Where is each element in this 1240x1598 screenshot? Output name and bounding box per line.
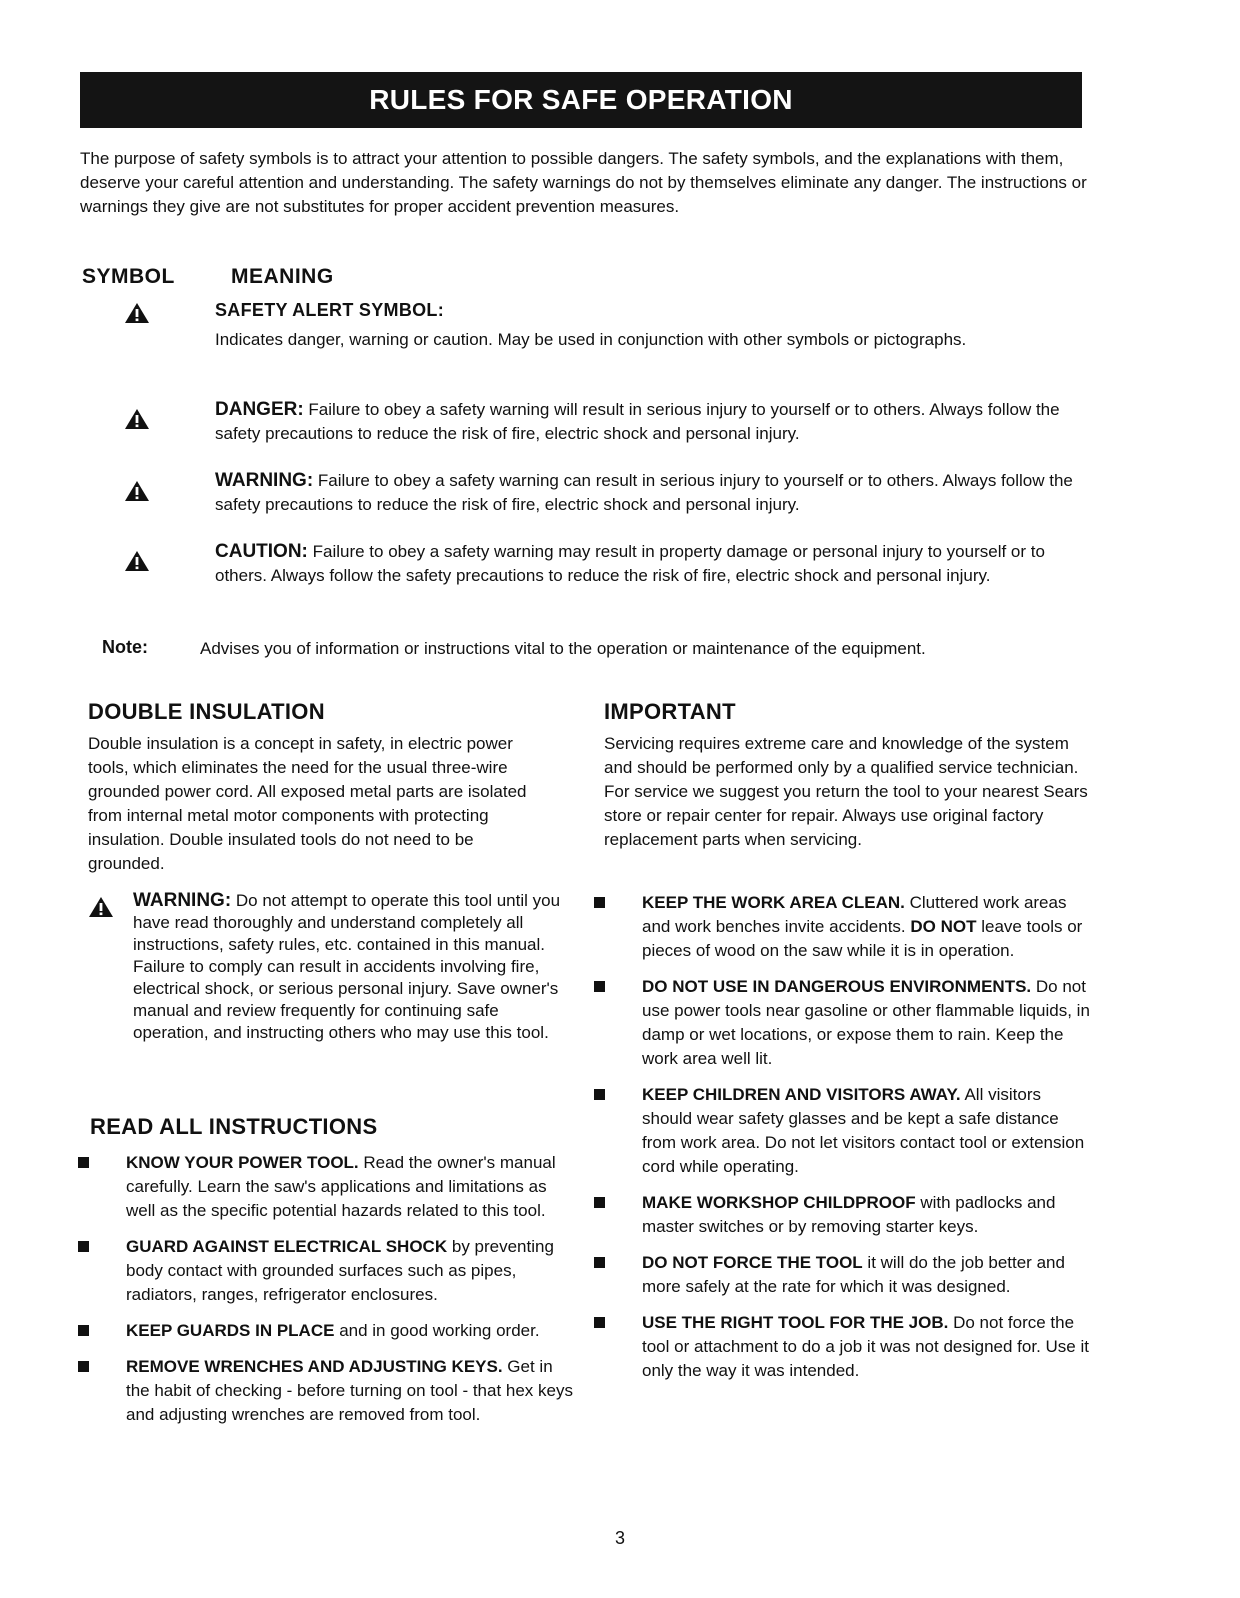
- caution-entry: [215, 540, 1075, 588]
- list-item: [594, 891, 1094, 963]
- rule-title: REMOVE WRENCHES AND ADJUSTING KEYS.: [126, 1357, 503, 1376]
- list-item: [78, 1151, 578, 1223]
- warning-alert-icon: [124, 480, 150, 502]
- double-insulation-warning: [88, 890, 578, 1044]
- danger-text: Failure to obey a safety warning will result in serious injury to yourself or to others. Always follow the safety precautions to reduce the risk of fire, electric shock and personal injury.: [215, 400, 1060, 443]
- safety-rules-list: [594, 891, 1094, 1395]
- warning-text: Do not attempt to operate this tool until you have read thoroughly and understand completely all instructions, safety rules, etc. contained in this manual. Failure to comply can result in accidents involving fire, electrical shock, or serious personal injury. Save owner's manual and review frequently for continuing safe operation, and instructing others who may use this tool.: [133, 891, 561, 1042]
- list-item: [594, 1083, 1094, 1179]
- bullet-icon: [78, 1325, 89, 1336]
- rule-title: KEEP GUARDS IN PLACE: [126, 1321, 335, 1340]
- caution-text: Failure to obey a safety warning may result in property damage or personal injury to yourself or to others. Always follow the safety precautions to reduce the risk of fire, electric shock and personal injury.: [215, 542, 1045, 585]
- rule-text: Do not use power tools near gasoline or other flammable liquids, in damp or wet locations, or expose them to rain. Keep the work area well lit.: [642, 977, 1090, 1068]
- double-insulation-text: Double insulation is a concept in safety, in electric power tools, which eliminates the need for the usual three-wire grounded power cord. All exposed metal parts are isolated from internal metal motor components with protecting insulation. Double insulated tools do not need to be grounded.: [88, 734, 527, 873]
- rule-title: DO NOT USE IN DANGEROUS ENVIRONMENTS.: [642, 977, 1032, 996]
- rule-text: Do not force the tool or attachment to do a job it was not designed for. Use it only the way it was intended.: [642, 1313, 1089, 1380]
- safety-alert-title: SAFETY ALERT SYMBOL:: [215, 300, 445, 320]
- rule-title: DO NOT FORCE THE TOOL: [642, 1253, 863, 1272]
- rule-emphasis: DO NOT: [910, 917, 977, 936]
- bullet-icon: [78, 1361, 89, 1372]
- list-item: [78, 1235, 578, 1307]
- bullet-icon: [594, 897, 605, 908]
- warning-text: Failure to obey a safety warning can result in serious injury to yourself or to others. Always follow the safety precautions to reduce the risk of fire, electric shock and personal injury.: [215, 471, 1073, 514]
- caution-label: CAUTION:: [215, 541, 308, 562]
- warning-label: WARNING:: [215, 470, 314, 491]
- danger-entry: [215, 398, 1075, 446]
- warning-label: WARNING:: [133, 890, 232, 911]
- rule-title: KNOW YOUR POWER TOOL.: [126, 1153, 359, 1172]
- double-insulation-heading: DOUBLE INSULATION: [88, 699, 325, 724]
- page-title: RULES FOR SAFE OPERATION: [369, 84, 793, 115]
- danger-label: DANGER:: [215, 399, 304, 420]
- intro-paragraph: The purpose of safety symbols is to attract your attention to possible dangers. The safety symbols, and the explanations with them, deserve your careful attention and understanding. The safety warnings do not by themselves eliminate any danger. The instructions or warnings they give are not substitutes for proper accident prevention measures.: [80, 149, 1087, 216]
- caution-alert-icon: [124, 550, 150, 572]
- symbol-column-heading: SYMBOL: [82, 265, 175, 288]
- bullet-icon: [594, 1089, 605, 1100]
- rule-text: Cluttered work areas and work benches invite accidents.: [642, 893, 1067, 936]
- page-number: 3: [614, 1528, 625, 1548]
- rule-text: it will do the job better and more safely at the rate for which it was designed.: [642, 1253, 1065, 1296]
- bullet-icon: [78, 1241, 89, 1252]
- rule-title: KEEP CHILDREN AND VISITORS AWAY.: [642, 1085, 961, 1104]
- danger-alert-icon: [124, 408, 150, 430]
- rule-text: All visitors should wear safety glasses and be kept a safe distance from work area. Do not let visitors contact tool or extension cord while operating.: [642, 1085, 1085, 1176]
- warning-entry: [215, 469, 1075, 517]
- list-item: [594, 1311, 1094, 1383]
- read-all-list: [78, 1151, 578, 1439]
- important-text: Servicing requires extreme care and knowledge of the system and should be performed only by a qualified service technician. For service we suggest you return the tool to your nearest Sears store or repair center for repair. Always use original factory replacement parts when servicing.: [604, 734, 1088, 849]
- safety-alert-icon: [124, 302, 150, 324]
- list-item: [594, 975, 1094, 1071]
- important-heading: IMPORTANT: [604, 699, 736, 724]
- note-label: Note:: [102, 637, 148, 657]
- rule-title: GUARD AGAINST ELECTRICAL SHOCK: [126, 1237, 448, 1256]
- rule-title: KEEP THE WORK AREA CLEAN.: [642, 893, 905, 912]
- note-text: Advises you of information or instructions vital to the operation or maintenance of the equipment.: [200, 639, 926, 658]
- warning-alert-icon: [88, 896, 114, 918]
- rule-text: leave tools or pieces of wood on the saw while it is in operation.: [642, 917, 1083, 960]
- bullet-icon: [78, 1157, 89, 1168]
- list-item: [594, 1251, 1094, 1299]
- header-banner: [80, 72, 1082, 128]
- rule-title: USE THE RIGHT TOOL FOR THE JOB.: [642, 1313, 949, 1332]
- bullet-icon: [594, 1257, 605, 1268]
- bullet-icon: [594, 1317, 605, 1328]
- bullet-icon: [594, 1197, 605, 1208]
- bullet-icon: [594, 981, 605, 992]
- safety-alert-text: Indicates danger, warning or caution. May be used in conjunction with other symbols or pictographs.: [215, 330, 967, 349]
- list-item: [78, 1355, 578, 1427]
- read-all-instructions-heading: READ ALL INSTRUCTIONS: [90, 1114, 378, 1139]
- rule-title: MAKE WORKSHOP CHILDPROOF: [642, 1193, 916, 1212]
- list-item: [594, 1191, 1094, 1239]
- list-item: [78, 1319, 578, 1343]
- rule-text: and in good working order.: [339, 1321, 540, 1340]
- rule-text: with padlocks and master switches or by removing starter keys.: [642, 1193, 1056, 1236]
- rule-text: Get in the habit of checking - before turning on tool - that hex keys and adjusting wrenches are removed from tool.: [126, 1357, 573, 1424]
- rule-text: by preventing body contact with grounded surfaces such as pipes, radiators, ranges, refrigerator enclosures.: [126, 1237, 554, 1304]
- rule-text: Read the owner's manual carefully. Learn the saw's applications and limitations as well as the specific potential hazards related to this tool.: [126, 1153, 556, 1220]
- meaning-column-heading: MEANING: [231, 265, 334, 288]
